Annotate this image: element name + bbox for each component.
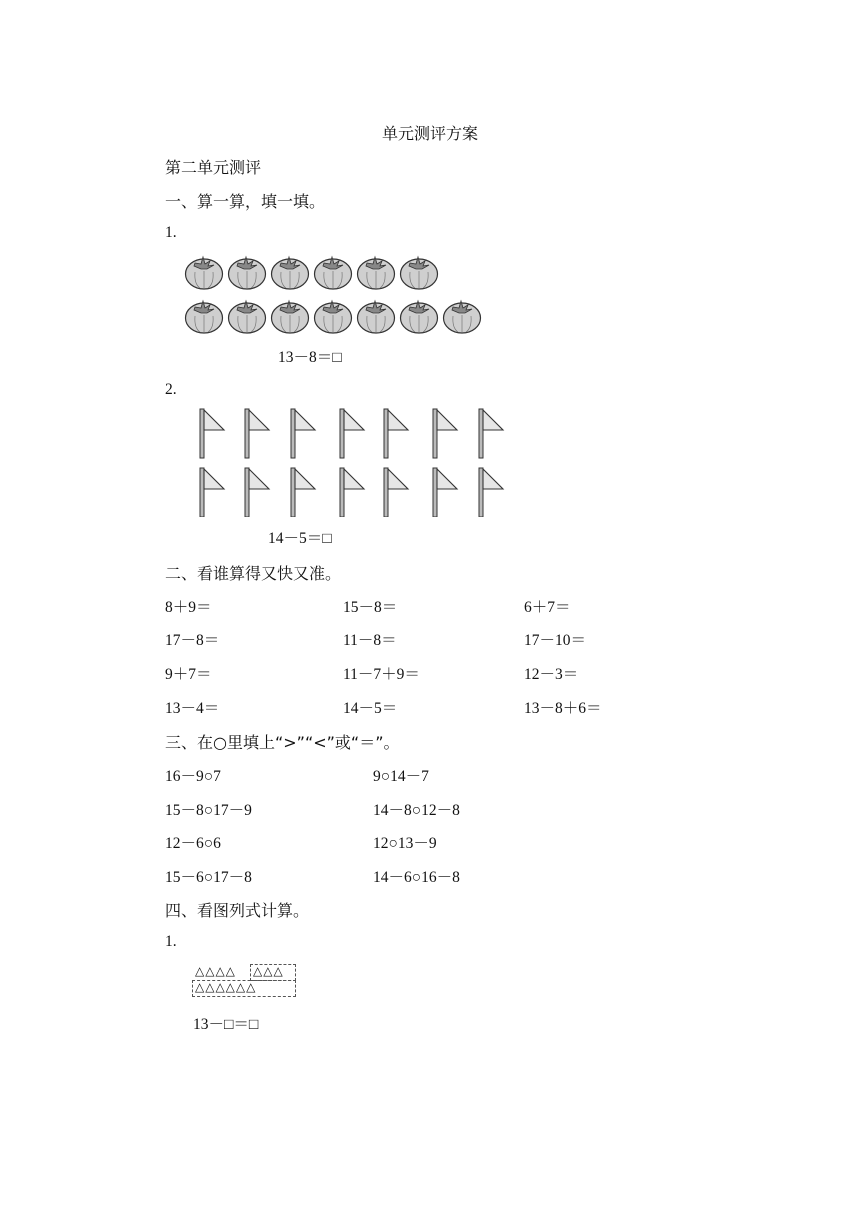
calc-item: 13－4＝ bbox=[165, 700, 220, 717]
flag bbox=[245, 468, 269, 517]
tomato bbox=[358, 301, 395, 333]
tomato bbox=[229, 257, 266, 289]
section-4-heading: 四、看图列式计算。 bbox=[165, 901, 310, 920]
calc-item: 12－3＝ bbox=[524, 666, 579, 683]
question-1-number: 1. bbox=[165, 224, 177, 241]
tomato bbox=[444, 301, 481, 333]
flag bbox=[479, 409, 503, 458]
tomato bbox=[315, 257, 352, 289]
flag bbox=[384, 409, 408, 458]
triangles-row1-left: △△△△ bbox=[195, 964, 236, 978]
calc-item: 9＋7＝ bbox=[165, 666, 212, 683]
flag bbox=[291, 409, 315, 458]
section-1-heading: 一、算一算，填一填。 bbox=[165, 192, 326, 211]
tomato bbox=[272, 301, 309, 333]
tomato bbox=[272, 257, 309, 289]
compare-item: 14－6○16－8 bbox=[373, 869, 460, 886]
question-2-number: 2. bbox=[165, 381, 177, 398]
tomato bbox=[401, 301, 438, 333]
compare-item: 12○13－9 bbox=[373, 835, 437, 852]
calc-item: 14－5＝ bbox=[343, 700, 398, 717]
flag bbox=[291, 468, 315, 517]
calc-item: 11－8＝ bbox=[343, 632, 397, 649]
tomato bbox=[358, 257, 395, 289]
tomatoes-image bbox=[183, 250, 485, 336]
unit-title: 第二单元测评 bbox=[165, 158, 262, 177]
tomato bbox=[229, 301, 266, 333]
compare-item: 15－6○17－8 bbox=[165, 869, 252, 886]
section-3-heading: 三、在○里填上“>”“<”或“＝”。 bbox=[165, 733, 400, 752]
tomato bbox=[315, 301, 352, 333]
calc-item: 11－7＋9＝ bbox=[343, 666, 420, 683]
calc-item: 6＋7＝ bbox=[524, 599, 571, 616]
triangles-row1-right: △△△ bbox=[253, 964, 284, 978]
calc-item: 8＋9＝ bbox=[165, 599, 212, 616]
triangles-row2: △△△△△△ bbox=[195, 980, 257, 994]
tomato bbox=[186, 257, 223, 289]
flag bbox=[340, 409, 364, 458]
calc-item: 13－8＋6＝ bbox=[524, 700, 602, 717]
compare-item: 14－8○12－8 bbox=[373, 802, 460, 819]
flag bbox=[433, 468, 457, 517]
compare-item: 12－6○6 bbox=[165, 835, 221, 852]
calc-item: 17－8＝ bbox=[165, 632, 220, 649]
flag bbox=[384, 468, 408, 517]
question-1-expression: 13－8＝□ bbox=[278, 349, 342, 366]
section-2-heading: 二、看谁算得又快又准。 bbox=[165, 564, 342, 583]
question-2-expression: 14－5＝□ bbox=[268, 530, 332, 547]
flags-image bbox=[195, 405, 510, 517]
tomato bbox=[186, 301, 223, 333]
question-4-1-expression: 13－□＝□ bbox=[193, 1016, 259, 1033]
question-4-1-number: 1. bbox=[165, 933, 177, 950]
flag bbox=[479, 468, 503, 517]
compare-item: 15－8○17－9 bbox=[165, 802, 252, 819]
compare-item: 9○14－7 bbox=[373, 768, 429, 785]
compare-item: 16－9○7 bbox=[165, 768, 221, 785]
flag bbox=[340, 468, 364, 517]
calc-item: 17－10＝ bbox=[524, 632, 587, 649]
flag bbox=[200, 409, 224, 458]
calc-item: 15－8＝ bbox=[343, 599, 398, 616]
flag bbox=[245, 409, 269, 458]
flag bbox=[200, 468, 224, 517]
flag bbox=[433, 409, 457, 458]
page-title: 单元测评方案 bbox=[381, 124, 478, 143]
tomato bbox=[401, 257, 438, 289]
